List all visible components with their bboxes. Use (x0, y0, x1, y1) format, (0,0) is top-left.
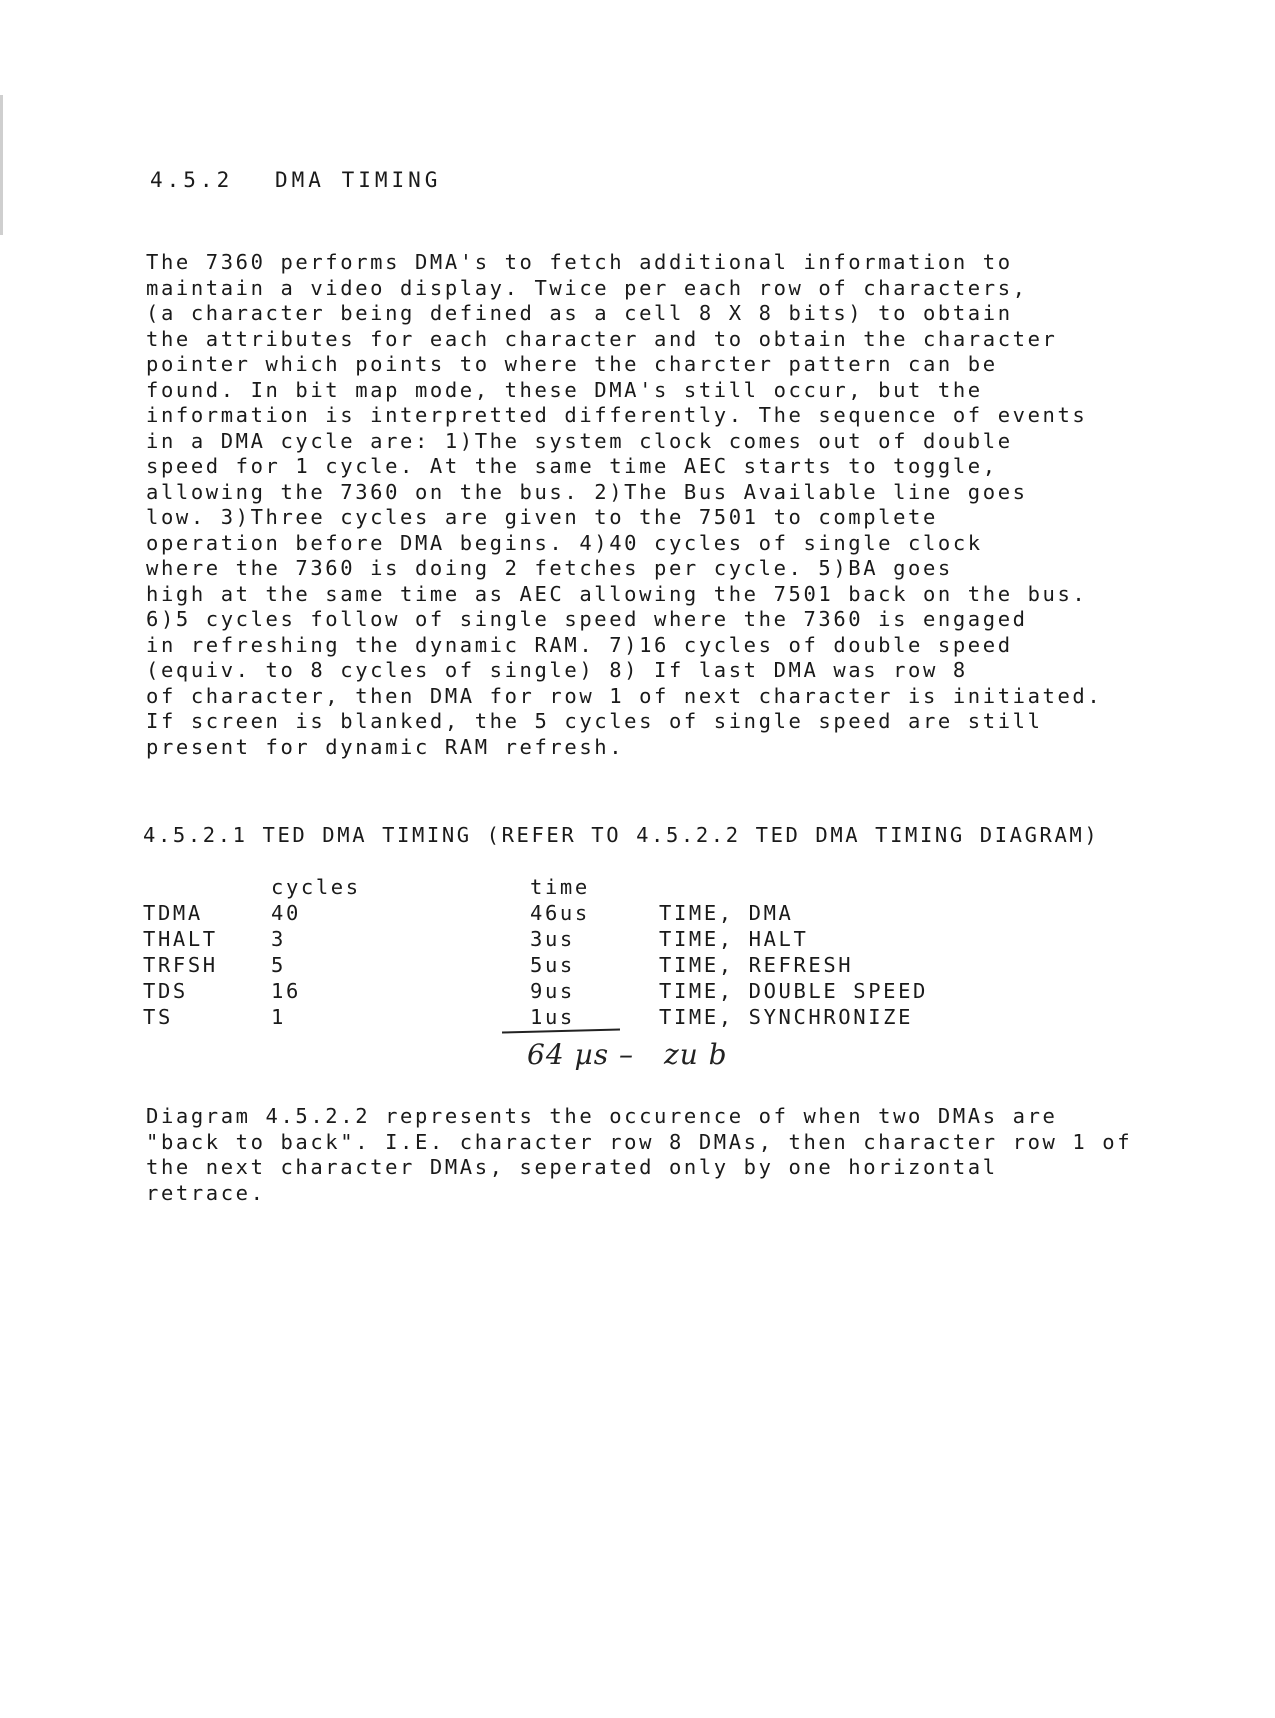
handwritten-note (527, 1038, 728, 1071)
param-time: 5us (530, 953, 575, 977)
section-heading (150, 168, 441, 192)
text-line: maintain a video display. Twice per each row of characters, (146, 275, 1028, 300)
param-cycles: 1 (271, 1005, 286, 1029)
param-cycles: 3 (271, 927, 286, 951)
param-name: TRFSH (143, 953, 218, 977)
param-description: TIME, REFRESH (659, 953, 854, 977)
text-line: of character, then DMA for row 1 of next character is initiated. (146, 683, 1103, 708)
text-line: retrace. (146, 1180, 266, 1205)
handwritten-total: 64 µs – (527, 1038, 634, 1071)
text-line: (equiv. to 8 cycles of single) 8) If last DMA was row 8 (146, 658, 968, 682)
text-line: the attributes for each character and to obtain the character (146, 326, 1058, 351)
text-line: If screen is blanked, the 5 cycles of single speed are still (146, 709, 1043, 733)
param-cycles: 5 (271, 953, 286, 977)
param-cycles: 40 (271, 901, 301, 925)
text-line: found. In bit map mode, these DMA's still occur, but the (146, 377, 983, 402)
text-line: allowing the 7360 on the bus. 2)The Bus Available line goes (146, 479, 1028, 504)
text-line: Diagram 4.5.2.2 represents the occurence of when two DMAs are (146, 1104, 1058, 1128)
text-line: information is interpretted differently. The sequence of events (146, 403, 1088, 427)
param-name: TDS (143, 979, 188, 1003)
handwritten-sum-line (502, 1028, 620, 1033)
subsection-heading: 4.5.2.1 TED DMA TIMING (REFER TO 4.5.2.2 TED DMA TIMING DIAGRAM) (143, 823, 1100, 847)
text-line: (a character being defined as a cell 8 X 8 bits) to obtain (146, 301, 1013, 325)
handwritten-initials: zu b (664, 1038, 728, 1071)
param-name: TDMA (143, 901, 203, 925)
param-time: 9us (530, 979, 575, 1003)
param-description: TIME, DOUBLE SPEED (659, 979, 928, 1003)
paragraph-diagram-note (146, 1104, 1256, 1206)
time-column-header: time (530, 875, 590, 899)
scan-edge-mark (0, 95, 3, 235)
text-line: 6)5 cycles follow of single speed where the 7360 is engaged (146, 607, 1028, 631)
text-line: where the 7360 is doing 2 fetches per cycle. 5)BA goes (146, 556, 953, 580)
text-line: in a DMA cycle are: 1)The system clock comes out of double (146, 428, 1013, 453)
param-name: THALT (143, 927, 218, 951)
param-description: TIME, HALT (659, 927, 809, 951)
section-title: DMA TIMING (275, 168, 442, 192)
param-description: TIME, SYNCHRONIZE (659, 1005, 914, 1029)
paragraph-dma-description (146, 250, 1256, 760)
text-line: high at the same time as AEC allowing the 7501 back on the bus. (146, 581, 1088, 606)
param-name: TS (143, 1005, 173, 1029)
text-line: low. 3)Three cycles are given to the 7501 to complete (146, 505, 938, 529)
param-cycles: 16 (271, 979, 301, 1003)
param-time: 3us (530, 927, 575, 951)
text-line: pointer which points to where the charcter pattern can be (146, 352, 998, 376)
param-description: TIME, DMA (659, 901, 794, 925)
param-time: 1us (530, 1005, 575, 1029)
param-time: 46us (530, 901, 590, 925)
text-line: operation before DMA begins. 4)40 cycles of single clock (146, 530, 983, 555)
text-line: present for dynamic RAM refresh. (146, 734, 625, 759)
text-line: "back to back". I.E. character row 8 DMAs, then character row 1 of (146, 1129, 1133, 1154)
text-line: in refreshing the dynamic RAM. 7)16 cycles of double speed (146, 632, 1013, 657)
text-line: speed for 1 cycle. At the same time AEC starts to toggle, (146, 454, 998, 478)
cycles-column-header: cycles (271, 875, 361, 899)
section-number: 4.5.2 (150, 168, 234, 192)
text-line: the next character DMAs, seperated only by one horizontal (146, 1155, 998, 1179)
text-line: The 7360 performs DMA's to fetch additional information to (146, 250, 1013, 274)
